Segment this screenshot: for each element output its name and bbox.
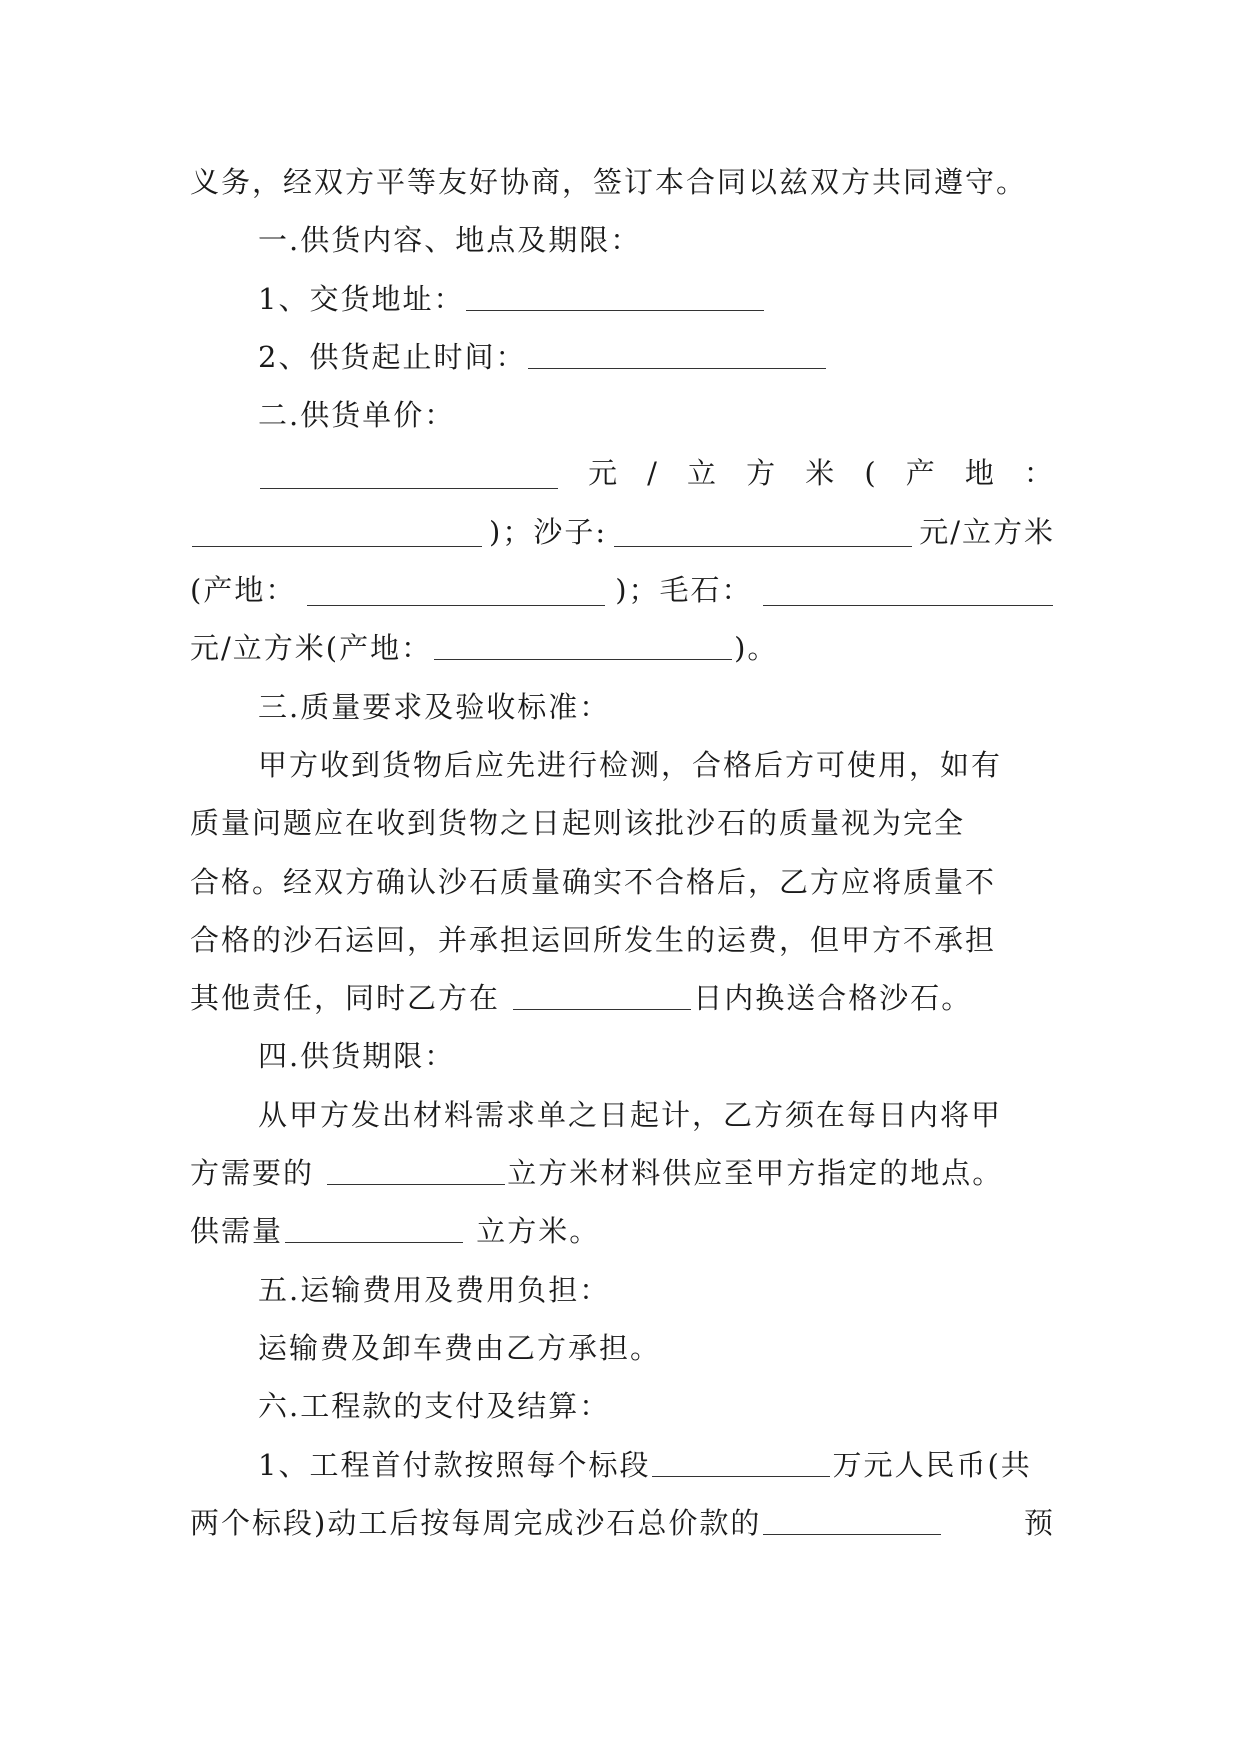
- section-heading-supply: 一.供货内容、地点及期限：: [258, 223, 642, 258]
- text-line: 从甲方发出材料需求单之日起计，乙方须在每日内将甲: [258, 1097, 1003, 1132]
- price-char: 立: [687, 456, 719, 491]
- rubble-origin-field[interactable]: [434, 629, 732, 660]
- replacement-label: 其他责任，同时乙方在: [190, 981, 501, 1016]
- supply-period-line: [190, 328, 1055, 386]
- required-label: 方需要的: [190, 1156, 315, 1191]
- supply-period-label: 2、供货起止时间：: [258, 339, 527, 374]
- section-heading-transport: 五.运输费用及费用负担：: [258, 1272, 611, 1307]
- first-payment-line: [190, 1436, 1055, 1494]
- rubble-origin-label: 元/立方米(产地：: [190, 631, 433, 666]
- price-char: ：: [1023, 456, 1055, 491]
- section-heading-price: 二.供货单价：: [258, 398, 456, 433]
- required-tail: 立方米材料供应至甲方指定的地点。: [507, 1156, 1004, 1191]
- delivery-address-label: 1、交货地址：: [258, 281, 465, 316]
- contract-page: [190, 153, 1055, 1552]
- price-line: [190, 444, 1055, 502]
- supply-volume-field[interactable]: [285, 1212, 463, 1243]
- weekly-payment-field[interactable]: [763, 1504, 941, 1535]
- supply-volume-line: [190, 1202, 1055, 1260]
- stone-price-field[interactable]: [260, 458, 558, 489]
- first-payment-tail: 万元人民币(共: [832, 1447, 1032, 1482]
- rubble-label: )；毛石：: [615, 573, 753, 608]
- price-char: (: [864, 456, 878, 491]
- text-line: 运输费及卸车费由乙方承担。: [258, 1330, 662, 1365]
- price-char: 元: [588, 456, 620, 491]
- required-volume-field[interactable]: [327, 1154, 505, 1185]
- text-line: 甲方收到货物后应先进行检测，合格后方可使用，如有: [258, 747, 1003, 782]
- replacement-tail: 日内换送合格沙石。: [693, 981, 973, 1016]
- delivery-address-line: [190, 270, 1055, 328]
- price-char: 米: [805, 456, 837, 491]
- sand-origin-field[interactable]: [307, 575, 605, 606]
- price-char: 产: [905, 456, 937, 491]
- text-line: 义务，经双方平等友好协商，签订本合同以兹双方共同遵守。: [190, 165, 1028, 199]
- section-heading-payment: 六.工程款的支付及结算：: [258, 1389, 611, 1424]
- replacement-days-line: [190, 969, 1055, 1027]
- price-char: 地: [964, 456, 996, 491]
- required-volume-line: [190, 1144, 1055, 1202]
- weekly-payment-tail: 预: [1023, 1505, 1055, 1540]
- supply-volume-label: 供需量: [190, 1214, 284, 1249]
- rubble-price-field[interactable]: [763, 575, 1053, 606]
- text-line: 合格。经双方确认沙石质量确实不合格后，乙方应将质量不: [190, 864, 997, 899]
- text-line: 合格的沙石运回，并承担运回所发生的运费，但甲方不承担: [190, 922, 997, 957]
- supply-period-field[interactable]: [528, 338, 826, 369]
- first-payment-label: 1、工程首付款按照每个标段: [258, 1447, 651, 1482]
- rubble-origin-line: [190, 619, 1055, 677]
- sand-price-field[interactable]: [614, 516, 912, 547]
- sand-origin-label: (产地：: [190, 573, 297, 608]
- first-payment-field[interactable]: [652, 1446, 830, 1477]
- price-char: /: [647, 456, 659, 491]
- weekly-payment-label: 两个标段)动工后按每周完成沙石总价款的: [190, 1505, 762, 1540]
- sand-price-line: [190, 503, 1055, 561]
- section-heading-period: 四.供货期限：: [258, 1039, 456, 1074]
- price-char: 方: [746, 456, 778, 491]
- supply-volume-unit: 立方米。: [476, 1214, 601, 1249]
- delivery-address-field[interactable]: [466, 280, 764, 311]
- sand-unit: 元/立方米: [919, 514, 1055, 549]
- text-line: 质量问题应在收到货物之日起则该批沙石的质量视为完全: [190, 806, 966, 841]
- stone-origin-field[interactable]: [192, 516, 482, 547]
- rubble-origin-end: )。: [734, 631, 779, 666]
- weekly-payment-line: [190, 1494, 1055, 1552]
- sand-label: )；沙子:: [489, 514, 608, 549]
- section-heading-quality: 三.质量要求及验收标准：: [258, 689, 611, 724]
- replacement-days-field[interactable]: [513, 979, 691, 1010]
- rubble-line: [190, 561, 1055, 619]
